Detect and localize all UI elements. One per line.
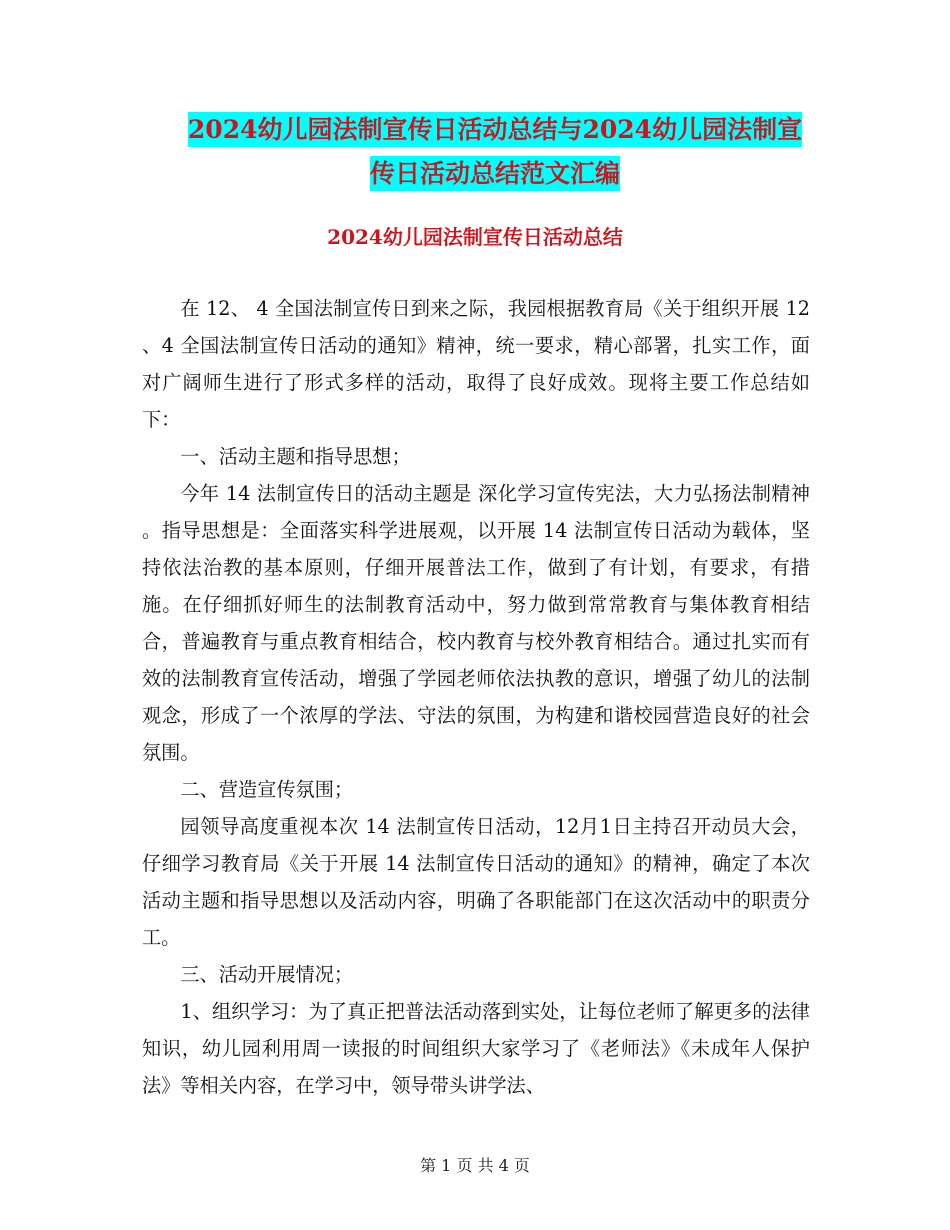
document-body xyxy=(142,290,810,1104)
heading-atmosphere: 二、营造宣传氛围； xyxy=(180,778,354,801)
paragraph-theme: 今年 14 法制宣传日的活动主题是 深化学习宣传宪法，大力弘扬法制精神 。指导思想是：全面落实科学进展观，以开展 14 法制宣传日活动为载体，坚持依法治教的基本原则，仔细开展普法工作，做到了有计划，有要求，有措施。在仔细抓好师生的法制教育活动中，努力做到常常教育与集体教育相结合，普遍教育与重点教育相结合，校内教育与校外教育相结合。通过扎实而有效的法制教育宣传活动，增强了学园老师依法执教的意识，增强了幼儿的法制观念，形成了一个浓厚的学法、守法的氛围，为构建和谐校园营造良好的社会氛围。 xyxy=(142,482,810,764)
paragraph-activities: 1、组织学习：为了真正把普法活动落到实处，让每位老师了解更多的法律知识，幼儿园利用周一读报的时间组织大家学习了《老师法》《未成年人保护法》等相关内容，在学习中，领导带头讲学法、 xyxy=(142,1000,810,1097)
paragraph-atmosphere: 园领导高度重视本次 14 法制宣传日活动，12月1日主持召开动员大会，仔细学习教育局《关于开展 14 法制宣传日活动的通知》的精神，确定了本次活动主题和指导思想以及活动内容，明确了各职能部门在这次活动中的职责分工。 xyxy=(142,815,810,949)
heading-activities: 三、活动开展情况； xyxy=(180,963,354,986)
page-footer: 第 1 页 共 4 页 xyxy=(420,1156,530,1175)
paragraph-intro: 在 12、 4 全国法制宣传日到来之际，我园根据教育局《关于组织开展 12 、4 全国法制宣传日活动的通知》精神，统一要求，精心部署，扎实工作，面对广阔师生进行了形式多样的活动，取得了良好成效。现将主要工作总结如下： xyxy=(142,297,810,431)
document-title-line-1: 2024幼儿园法制宣传日活动总结与2024幼儿园法制宣 xyxy=(188,112,802,147)
document-title xyxy=(140,108,850,196)
document-title-line-2: 传日活动总结范文汇编 xyxy=(370,156,620,191)
section-title: 2024幼儿园法制宣传日活动总结 xyxy=(327,225,623,249)
heading-theme: 一、活动主题和指导思想； xyxy=(180,445,411,468)
